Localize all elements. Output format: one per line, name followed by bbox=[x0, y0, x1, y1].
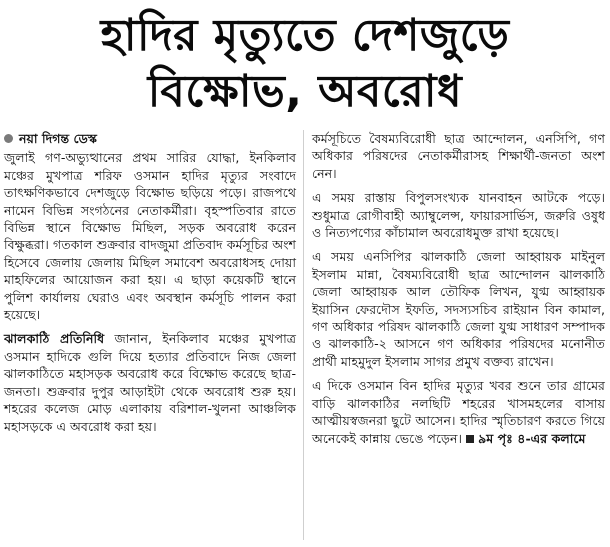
left-column bbox=[4, 130, 296, 435]
right-paragraph-4 bbox=[312, 377, 605, 447]
byline bbox=[4, 130, 296, 147]
column-divider bbox=[303, 130, 304, 540]
right-paragraph-3: এ সময় এনসিপির ঝালকাঠি জেলা আহ্বায়ক মাইনুল ইসলাম মান্না, বৈষম্যবিরোধী ছাত্র আন্দোলন ঝালকাঠি জেলা আহ্বায়ক আল তৌফিক লিখন, যুগ্ম আহ্বায়ক ইয়াসিন ফেরদৌস ইফতি, সদস্যসচিব রাইয়ান বিন কামাল, গণ অধিকার পরিষদ ঝালকাঠি জেলা যুগ্ম সাধারণ সম্পাদক ও ঝালকাঠি-২ আসনে গণ অধিকার পরিষদের মনোনীত প্রার্থী মাহমুদুল ইসলাম সাগর প্রমুখ বক্তব্য রাখেন। bbox=[312, 249, 605, 369]
left-paragraph-2 bbox=[4, 330, 296, 434]
byline-text: নয়া দিগন্ত ডেস্ক bbox=[19, 131, 97, 146]
right-column bbox=[312, 130, 605, 447]
bullet-icon bbox=[4, 134, 13, 143]
square-bullet-icon bbox=[466, 435, 474, 443]
continuation-jump bbox=[466, 430, 585, 447]
left-paragraph-1: জুলাই গণ-অভ্যুত্থানের প্রথম সারির যোদ্ধা, ইনকিলাব মঞ্চের মুখপাত্র শরিফ ওসমান হাদির মৃত্যুর সংবাদে তাৎক্ষণিকভাবে দেশজুড়ে বিক্ষোভ ছড়িয়ে পড়ে। রাজপথে নামেন বিভিন্ন সংগঠনের নেতাকর্মীরা। বৃহস্পতিবার রাতে বিভিন্ন স্থানে বিক্ষোভ মিছিল, সড়ক অবরোধ করেন বিক্ষুব্ধরা। গতকাল শুক্রবার বাদজুমা প্রতিবাদ কর্মসূচির অংশ হিসেবে জেলায় জেলায় মিছিল সমাবেশ অবরোধসহ দোয়া মাহফিলের আয়োজন করা হয়। এ ছাড়া কয়েকটি স্থানে পুলিশ কার্যালয় ঘেরাও এবং অবস্থান কর্মসূচি পালন করা হয়েছে। bbox=[4, 150, 296, 323]
headline bbox=[0, 8, 610, 120]
left-paragraph-2-text: জানান, ইনকিলাব মঞ্চের মুখপাত্র ওসমান হাদিকে গুলি দিয়ে হত্যার প্রতিবাদে নিজ জেলা ঝালকাঠিতে মহাসড়ক অবরোধ করে বিক্ষোভ করেছে ছাত্র-জনতা। শুক্রবার দুপুর আড়াইটা থেকে অবরোধ শুরু হয়। শহরের কলেজ মোড় এলাকায় বরিশাল-খুলনা আঞ্চলিক মহাসড়কে এ অবরোধ করা হয়। bbox=[4, 331, 296, 434]
correspondent-label: ঝালকাঠি প্রতিনিধি bbox=[4, 331, 105, 347]
continuation-text: ৯ম পৃঃ ৪-এর কলামে bbox=[478, 430, 586, 446]
right-paragraph-2: এ সময় রাস্তায় বিপুলসংখ্যক যানবাহন আটকে পড়ে। শুধুমাত্র রোগীবাহী অ্যাম্বুলেন্স, ফায়ারসার্ভিস, জরুরি ওষুধ ও নিত্যপণ্যের কাঁচামাল অবরোধমুক্ত রাখা হয়েছে। bbox=[312, 190, 605, 241]
right-paragraph-1: কর্মসূচিতে বৈষম্যবিরোধী ছাত্র আন্দোলন, এনসিপি, গণ অধিকার পরিষদের নেতাকর্মীরাসহ শিক্ষার্থী-জনতা অংশ নেন। bbox=[312, 131, 605, 181]
headline-line-2: বিক্ষোভ, অবরোধ bbox=[147, 66, 463, 117]
right-paragraph-4-text: এ দিকে ওসমান বিন হাদির মৃত্যুর খবর শুনে তার গ্রামের বাড়ি ঝালকাঠির নলছিটি শহরের খাসমহলের বাসায় আত্মীয়স্বজনরা ছুটে আসেন। হাদির স্মৃতিচারণ করতে গিয়ে অনেকেই কান্নায় ভেঙে পড়েন। bbox=[312, 378, 605, 446]
headline-line-1: হাদির মৃত্যুতে দেশজুড়ে bbox=[100, 10, 510, 61]
